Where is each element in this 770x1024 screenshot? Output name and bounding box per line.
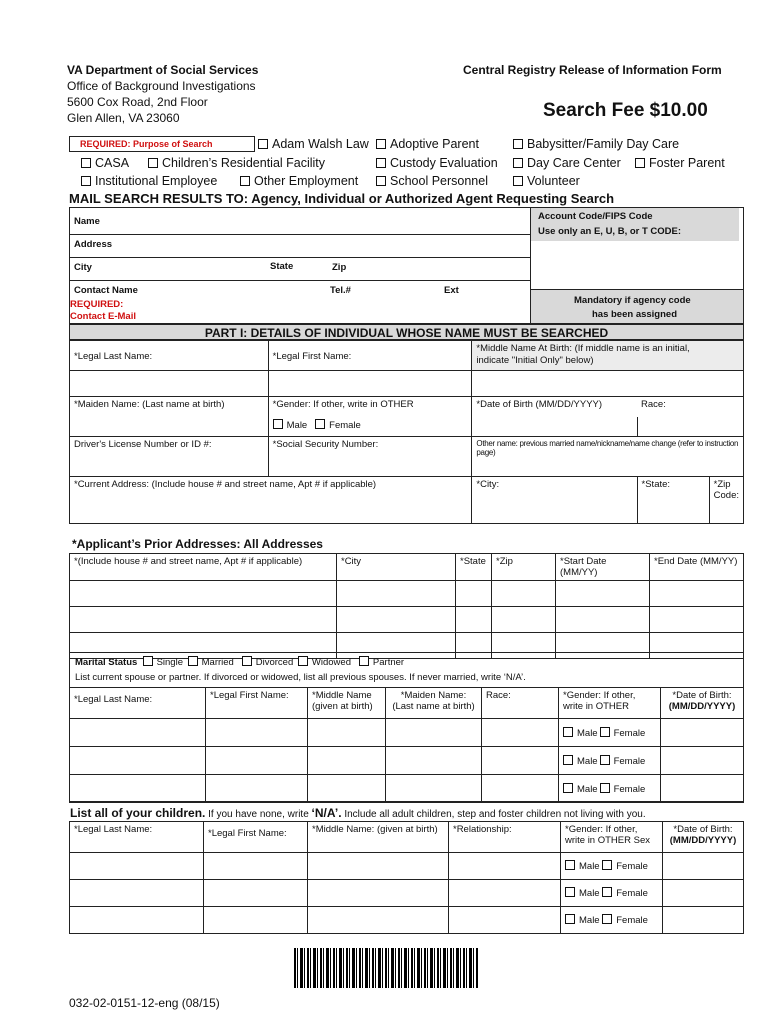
female-label: Female [616, 915, 648, 926]
widowed-label: Widowed [311, 657, 351, 668]
checkbox-icon[interactable] [81, 176, 91, 186]
table-row[interactable] [70, 907, 744, 934]
current-zip-label[interactable]: *Zip Code: [709, 477, 743, 524]
form-number: 032-02-0151-12-eng (08/15) [69, 996, 220, 1010]
female-checkbox[interactable] [600, 783, 610, 793]
child-dob-label-2: (MM/DD/YYYY) [669, 835, 737, 846]
male-checkbox[interactable] [565, 914, 575, 924]
race-label[interactable]: Race: [641, 399, 666, 410]
spouse-dob-label-2: (MM/DD/YYYY) [668, 701, 736, 712]
dob-label[interactable]: *Date of Birth (MM/DD/YYYY) [476, 399, 603, 410]
checkbox-icon[interactable] [635, 158, 645, 168]
table-row[interactable] [70, 581, 744, 607]
female-checkbox[interactable] [600, 755, 610, 765]
purpose-foster-parent[interactable]: Foster Parent [635, 156, 725, 170]
children-title-rest: If you have none, write [208, 809, 312, 820]
female-checkbox[interactable] [602, 914, 612, 924]
mandatory-line-1: Mandatory if agency code [574, 295, 691, 306]
male-checkbox[interactable] [565, 860, 575, 870]
table-row[interactable] [70, 775, 744, 803]
mandatory-line-2: has been assigned [592, 309, 678, 320]
spouse-table [69, 687, 744, 803]
child-first-name-label[interactable]: *Legal First Name: [208, 828, 287, 839]
spouse-middle-label-2: (given at birth) [312, 701, 373, 712]
purpose-school-personnel[interactable]: School Personnel [376, 174, 488, 188]
child-dob-label-1[interactable]: *Date of Birth: [673, 824, 733, 835]
prior-city-label[interactable]: *City [337, 554, 456, 581]
address-line-1: 5600 Cox Road, 2nd Floor [67, 95, 208, 109]
female-label: Female [616, 888, 648, 899]
child-relationship-label[interactable]: *Relationship: [449, 822, 561, 853]
current-city-label[interactable]: *City: [472, 477, 637, 524]
male-checkbox[interactable] [563, 727, 573, 737]
child-gender-label-1[interactable]: *Gender: If other, [565, 824, 638, 835]
checkbox-icon[interactable] [376, 176, 386, 186]
required-label: REQUIRED: [70, 299, 124, 310]
female-checkbox[interactable] [315, 419, 325, 429]
male-label: Male [577, 783, 598, 795]
purpose-institutional-employee[interactable]: Institutional Employee [81, 174, 217, 188]
spouse-first-name-label[interactable]: *Legal First Name: [206, 688, 308, 719]
other-name-label[interactable]: Other name: previous married name/nickname/name change (refer to instruction page) [472, 437, 744, 477]
purpose-day-care-center[interactable]: Day Care Center [513, 156, 621, 170]
children-title-bold: List all of your children. [70, 806, 206, 820]
prior-addresses-table [69, 553, 744, 659]
part1-title: PART I: DETAILS OF INDIVIDUAL WHOSE NAME MUST BE SEARCHED [69, 324, 744, 340]
male-checkbox[interactable] [563, 755, 573, 765]
address-line-2: Glen Allen, VA 23060 [67, 111, 180, 125]
male-label: Male [579, 915, 600, 926]
children-table [69, 821, 744, 934]
child-last-name-label[interactable]: *Legal Last Name: [70, 822, 204, 853]
checkbox-icon[interactable] [376, 139, 386, 149]
contact-email-label[interactable]: Contact E-Mail [70, 311, 136, 322]
purpose-babysitter[interactable]: Babysitter/Family Day Care [513, 137, 679, 151]
male-label: Male [577, 727, 598, 739]
legal-last-name-label[interactable]: *Legal Last Name: [74, 351, 153, 362]
city-label[interactable]: City [74, 262, 92, 273]
spouse-maiden-label-1[interactable]: *Maiden Name: [400, 690, 467, 701]
spouse-gender-label-2: write in OTHER [563, 701, 629, 712]
child-middle-label[interactable]: *Middle Name: (given at birth) [308, 822, 449, 853]
tel-label[interactable]: Tel.# [330, 285, 351, 296]
spouse-maiden-label-2: (Last name at birth) [392, 701, 475, 712]
prior-start-date-label[interactable]: *Start Date (MM/YY) [556, 554, 650, 581]
prior-address-label[interactable]: *(Include house # and street name, Apt # if applicable) [70, 554, 337, 581]
checkbox-icon[interactable] [148, 158, 158, 168]
purpose-adoptive-parent[interactable]: Adoptive Parent [376, 137, 479, 151]
purpose-label-box [69, 136, 255, 152]
legal-first-name-label[interactable]: *Legal First Name: [272, 351, 352, 362]
part1-table [69, 340, 744, 524]
single-label: Single [156, 657, 183, 668]
widowed-checkbox[interactable] [298, 656, 308, 666]
checkbox-icon[interactable] [513, 139, 523, 149]
middle-name-label-2: indicate "Initial Only" below) [476, 355, 594, 366]
female-checkbox[interactable] [600, 727, 610, 737]
prior-state-label[interactable]: *State [456, 554, 492, 581]
divorced-checkbox[interactable] [242, 656, 252, 666]
spouse-dob-label-1[interactable]: *Date of Birth: [672, 690, 732, 701]
ext-label[interactable]: Ext [444, 285, 459, 296]
ssn-label[interactable]: *Social Security Number: [268, 437, 472, 477]
gender-label[interactable]: *Gender: If other, write in OTHER [268, 397, 472, 417]
spouse-race-label[interactable]: Race: [482, 688, 559, 719]
male-label: Male [579, 888, 600, 899]
table-row[interactable] [70, 747, 744, 775]
female-label: Female [613, 783, 646, 795]
table-row[interactable] [70, 880, 744, 907]
female-checkbox[interactable] [602, 887, 612, 897]
partner-label: Partner [372, 657, 405, 668]
female-checkbox[interactable] [602, 860, 612, 870]
male-checkbox[interactable] [273, 419, 283, 429]
male-checkbox[interactable] [565, 887, 575, 897]
female-label: Female [613, 755, 646, 767]
name-label[interactable]: Name [74, 216, 100, 227]
female-label: Female [616, 861, 648, 872]
marital-note: List current spouse or partner. If divorced or widowed, list all previous spouses. If never married, write ‘N/A’. [75, 672, 526, 683]
purpose-volunteer[interactable]: Volunteer [513, 174, 580, 188]
purpose-childrens-residential[interactable]: Children’s Residential Facility [148, 156, 325, 170]
female-label: Female [329, 419, 361, 431]
female-label: Female [613, 727, 646, 739]
purpose-adam-walsh[interactable]: Adam Walsh Law [258, 137, 369, 151]
single-checkbox[interactable] [143, 656, 153, 666]
purpose-casa[interactable]: CASA [81, 156, 129, 170]
spouse-middle-label-1[interactable]: *Middle Name [312, 690, 372, 701]
marital-status-label: Marital Status [75, 657, 138, 668]
address-label[interactable]: Address [74, 239, 113, 250]
drivers-license-label[interactable]: Driver's License Number or ID #: [70, 437, 269, 477]
middle-name-label-1[interactable]: *Middle Name At Birth: (If middle name is an initial, [476, 343, 690, 354]
checkbox-icon[interactable] [376, 158, 386, 168]
spouse-last-name-label[interactable]: *Legal Last Name: [74, 694, 153, 705]
married-label: Married [201, 657, 234, 668]
form-title: Central Registry Release of Information Form [463, 63, 722, 77]
office-name: Office of Background Investigations [67, 79, 256, 93]
current-state-label[interactable]: *State: [637, 477, 709, 524]
checkbox-icon[interactable] [240, 176, 250, 186]
male-checkbox[interactable] [563, 783, 573, 793]
checkbox-icon[interactable] [81, 158, 91, 168]
mail-section-title: MAIL SEARCH RESULTS TO: Agency, Individual or Authorized Agent Requesting Search [69, 191, 615, 206]
male-label: Male [286, 419, 308, 431]
current-address-label[interactable]: *Current Address: (Include house # and street name, Apt # if applicable) [70, 477, 472, 524]
prior-addresses-title: *Applicant’s Prior Addresses: All Addresses [72, 537, 323, 551]
children-na: ‘N/A’. [311, 806, 342, 820]
table-row[interactable] [70, 719, 744, 747]
account-code-label: Account Code/FIPS Code [538, 211, 653, 222]
divorced-label: Divorced [255, 657, 294, 668]
state-label[interactable]: State [270, 261, 294, 272]
purpose-label: REQUIRED: Purpose of Search [80, 139, 213, 149]
checkbox-icon[interactable] [513, 176, 523, 186]
prior-end-date-label[interactable]: *End Date (MM/YY) [650, 554, 744, 581]
checkbox-icon[interactable] [513, 158, 523, 168]
married-checkbox[interactable] [188, 656, 198, 666]
male-label: Male [579, 861, 600, 872]
account-code-note: Use only an E, U, B, or T CODE: [538, 226, 682, 237]
marital-status-row [75, 656, 404, 668]
purpose-custody-evaluation[interactable]: Custody Evaluation [376, 156, 498, 170]
partner-checkbox[interactable] [359, 656, 369, 666]
children-title-end: Include all adult children, step and foster children not living with you. [341, 809, 646, 820]
agency-name: VA Department of Social Services [67, 63, 259, 77]
prior-zip-label[interactable]: *Zip [492, 554, 556, 581]
zip-label[interactable]: Zip [332, 262, 347, 273]
barcode [294, 948, 479, 988]
checkbox-icon[interactable] [258, 139, 268, 149]
spouse-gender-label-1[interactable]: *Gender: If other, [563, 690, 636, 701]
child-gender-label-2: write in OTHER Sex [565, 835, 650, 846]
purpose-other-employment[interactable]: Other Employment [240, 174, 358, 188]
male-label: Male [577, 755, 598, 767]
table-row[interactable] [70, 853, 744, 880]
maiden-name-label[interactable]: *Maiden Name: (Last name at birth) [70, 397, 269, 417]
table-row[interactable] [70, 607, 744, 633]
children-title [70, 806, 646, 820]
search-fee: Search Fee $10.00 [543, 100, 708, 121]
contact-name-label[interactable]: Contact Name [74, 285, 138, 296]
